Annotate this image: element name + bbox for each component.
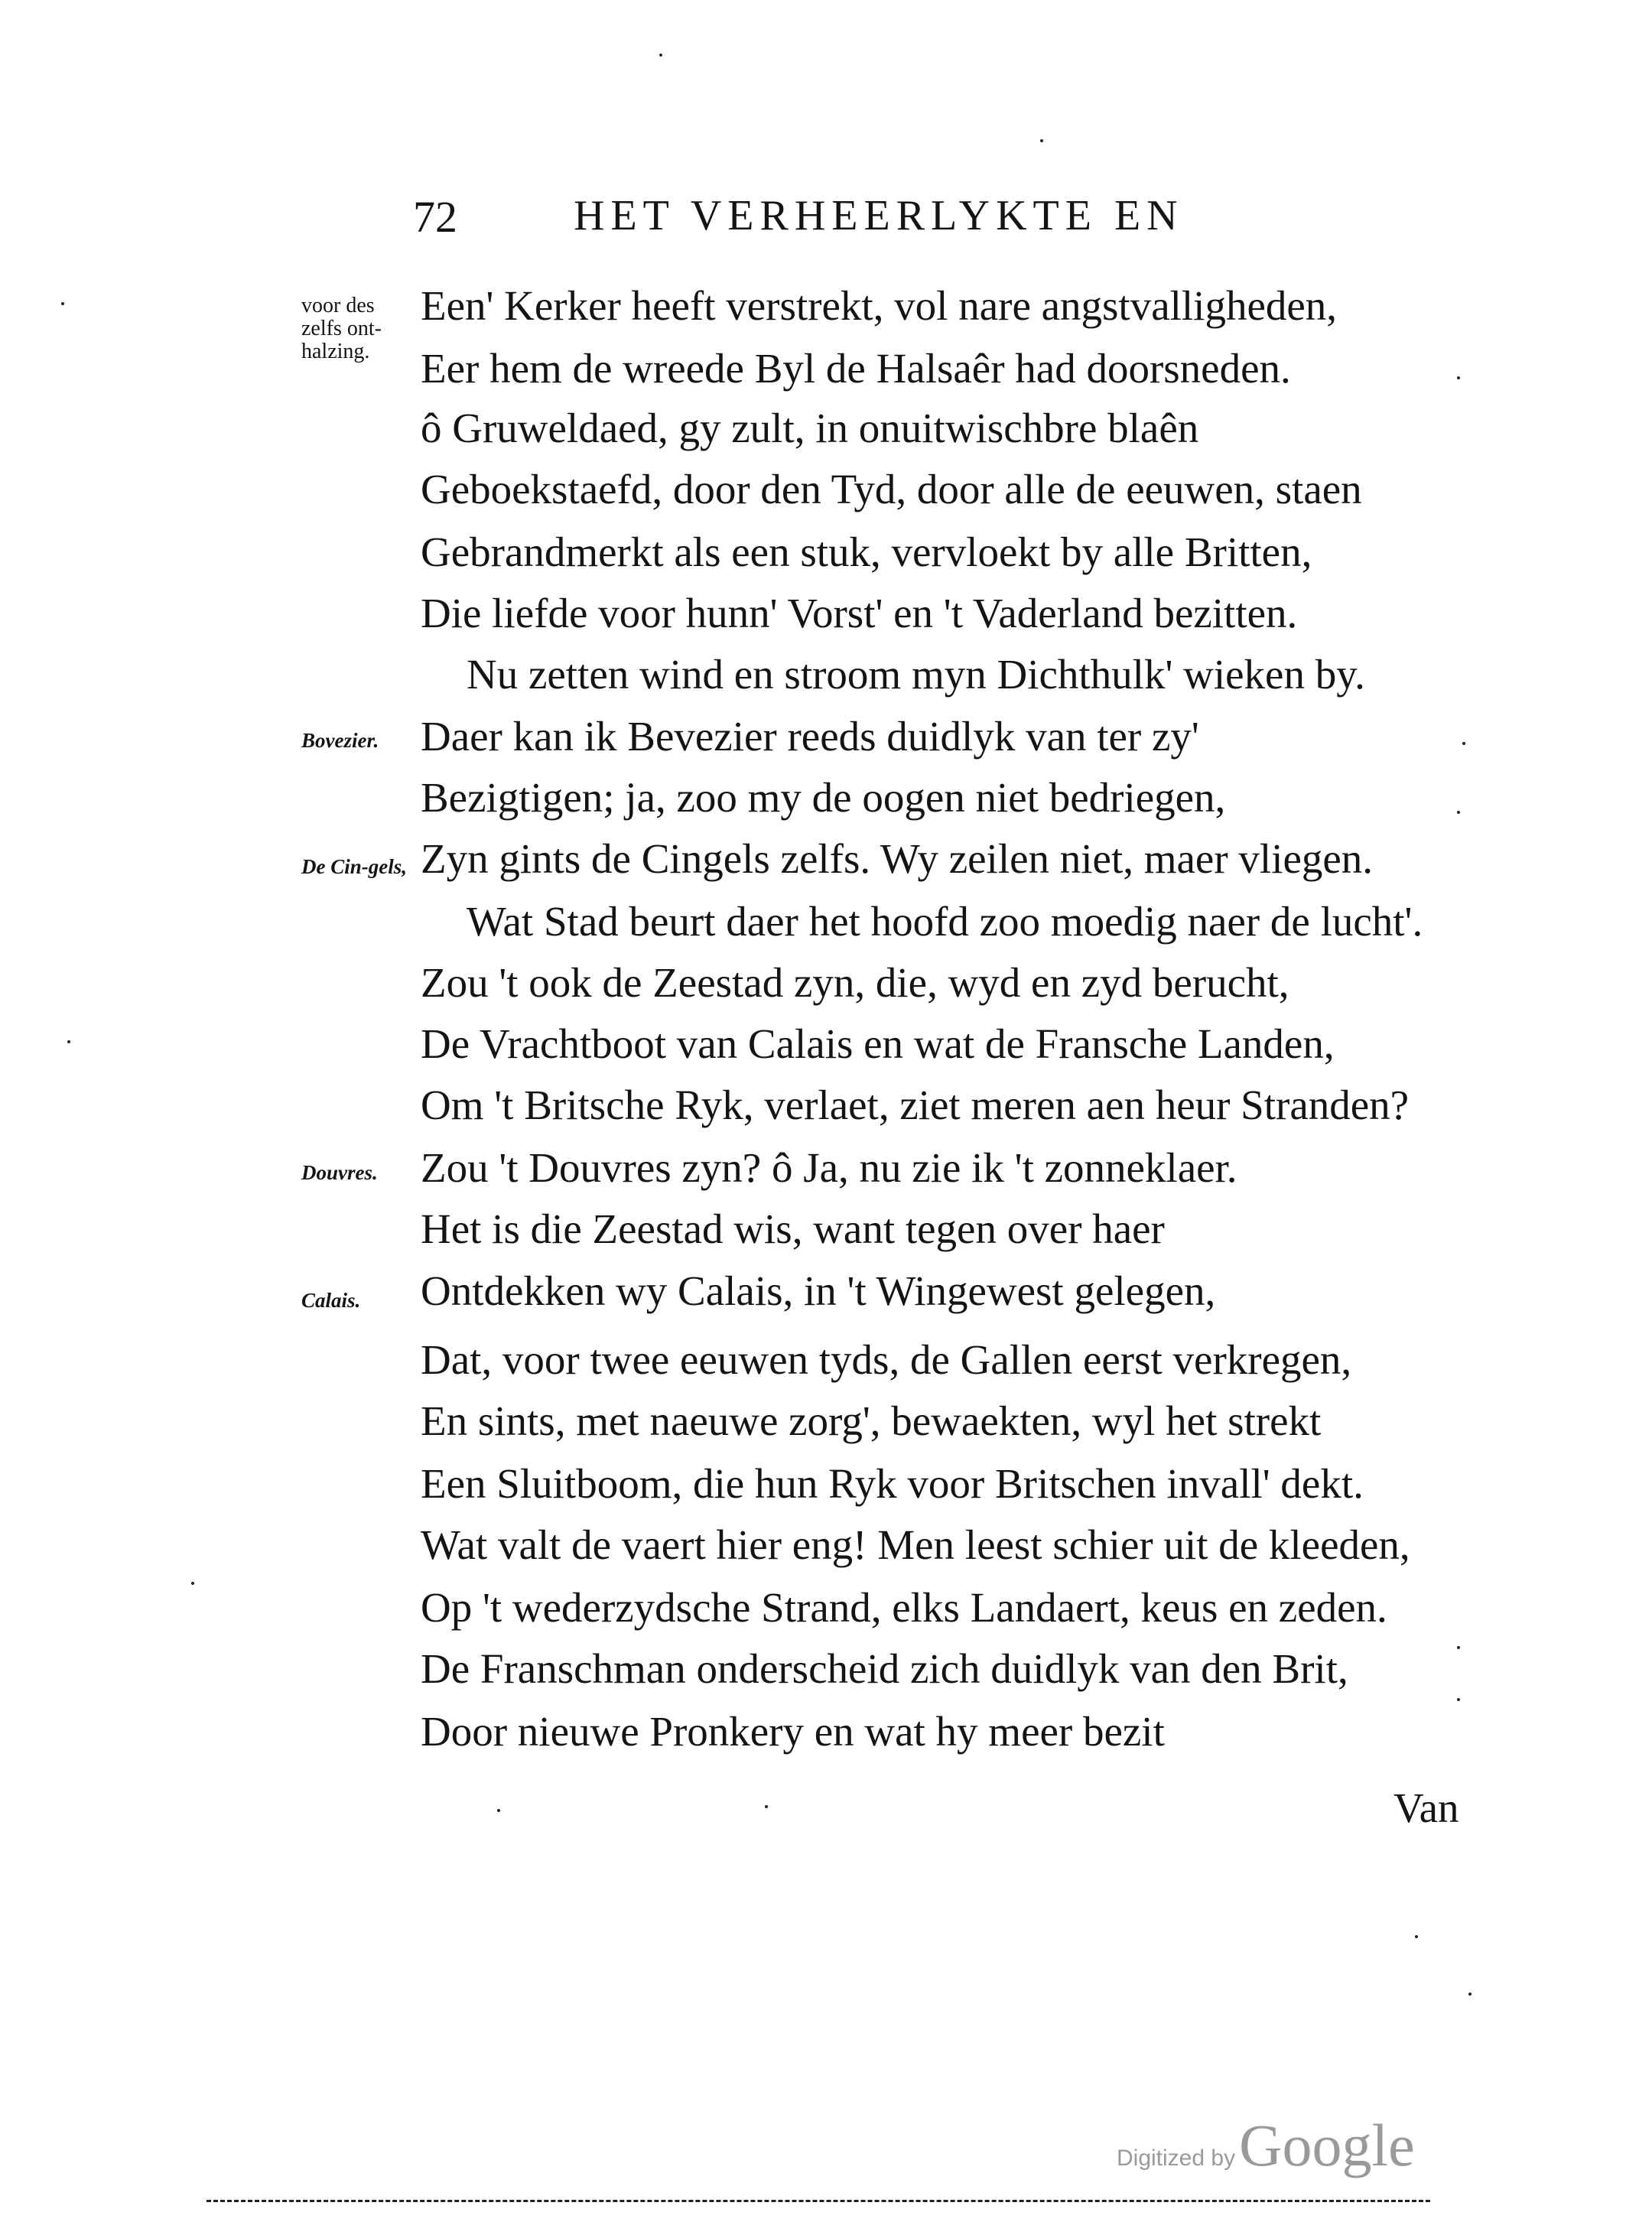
speck xyxy=(497,1809,500,1812)
verse-line: De Vrachtboot van Calais en wat de Fransche Landen, xyxy=(421,1020,1335,1067)
verse-line: ô Gruweldaed, gy zult, in onuitwischbre blaên xyxy=(421,405,1199,451)
margin-note-bovezier: Bovezier. xyxy=(301,729,379,752)
margin-note-cingels: De Cin-gels, xyxy=(301,855,407,878)
verse-line: Ontdekken wy Calais, in 't Wingewest gelegen, xyxy=(421,1267,1216,1314)
page-edge-line xyxy=(206,2200,1430,2202)
speck xyxy=(765,1805,768,1808)
speck xyxy=(1462,742,1465,745)
watermark-prefix: Digitized by xyxy=(1117,2146,1236,2171)
speck xyxy=(1468,1993,1472,1996)
speck xyxy=(1415,1935,1418,1938)
speck xyxy=(191,1582,194,1585)
speck xyxy=(61,302,64,305)
catchword: Van xyxy=(1393,1784,1459,1831)
verse-line: Dat, voor twee eeuwen tyds, de Gallen eerst verkregen, xyxy=(421,1336,1352,1383)
margin-note-calais: Calais. xyxy=(301,1289,361,1312)
speck xyxy=(659,54,662,57)
verse-line: Gebrandmerkt als een stuk, vervloekt by alle Britten, xyxy=(421,529,1312,575)
verse-line: Wat valt de vaert hier eng! Men leest schier uit de kleeden, xyxy=(421,1521,1410,1568)
speck xyxy=(1040,139,1043,142)
margin-note-douvres: Douvres. xyxy=(301,1161,378,1184)
verse-line: Die liefde voor hunn' Vorst' en 't Vaderland bezitten. xyxy=(421,590,1298,636)
verse-line: Daer kan ik Bevezier reeds duidlyk van ter zy' xyxy=(421,713,1199,760)
running-header xyxy=(413,191,1331,252)
speck xyxy=(1457,811,1460,814)
speck xyxy=(1457,376,1460,379)
verse-line: Zou 't ook de Zeestad zyn, die, wyd en zyd berucht, xyxy=(421,959,1289,1006)
verse-line: En sints, met naeuwe zorg', bewaekten, wyl het strekt xyxy=(421,1397,1322,1444)
speck xyxy=(1457,1698,1460,1701)
verse-line: De Franschman onderscheid zich duidlyk van den Brit, xyxy=(421,1645,1348,1692)
google-watermark xyxy=(1117,2111,1415,2180)
verse-line: Wat Stad beurt daer het hoofd zoo moedig naer de lucht'. xyxy=(467,898,1423,945)
speck xyxy=(67,1040,70,1043)
verse-line: Eer hem de wreede Byl de Halsaêr had doorsneden. xyxy=(421,345,1291,392)
margin-note-beheading: voor des zelfs ont-halzing. xyxy=(301,294,382,363)
verse-line: Het is die Zeestad wis, want tegen over haer xyxy=(421,1205,1165,1252)
verse-line: Nu zetten wind en stroom myn Dichthulk' wieken by. xyxy=(467,651,1365,698)
verse-line: Om 't Britsche Ryk, verlaet, ziet meren aen heur Stranden? xyxy=(421,1082,1410,1128)
watermark-brand: Google xyxy=(1239,2112,1415,2178)
page-number: 72 xyxy=(413,192,457,242)
speck xyxy=(1457,1646,1460,1649)
running-title: HET VERHEERLYKTE EN xyxy=(574,192,1184,239)
verse-line: Zou 't Douvres zyn? ô Ja, nu zie ik 't zonneklaer. xyxy=(421,1144,1237,1191)
verse-line: Op 't wederzydsche Strand, elks Landaert, keus en zeden. xyxy=(421,1584,1387,1631)
verse-line: Bezigtigen; ja, zoo my de oogen niet bedriegen, xyxy=(421,774,1226,821)
verse-line: Een' Kerker heeft verstrekt, vol nare angstvalligheden, xyxy=(421,282,1338,329)
verse-line: Door nieuwe Pronkery en wat hy meer bezit xyxy=(421,1708,1165,1755)
verse-line: Een Sluitboom, die hun Ryk voor Britschen invall' dekt. xyxy=(421,1460,1364,1507)
verse-line: Geboekstaefd, door den Tyd, door alle de eeuwen, staen xyxy=(421,466,1362,512)
verse-line: Zyn gints de Cingels zelfs. Wy zeilen niet, maer vliegen. xyxy=(421,835,1374,882)
